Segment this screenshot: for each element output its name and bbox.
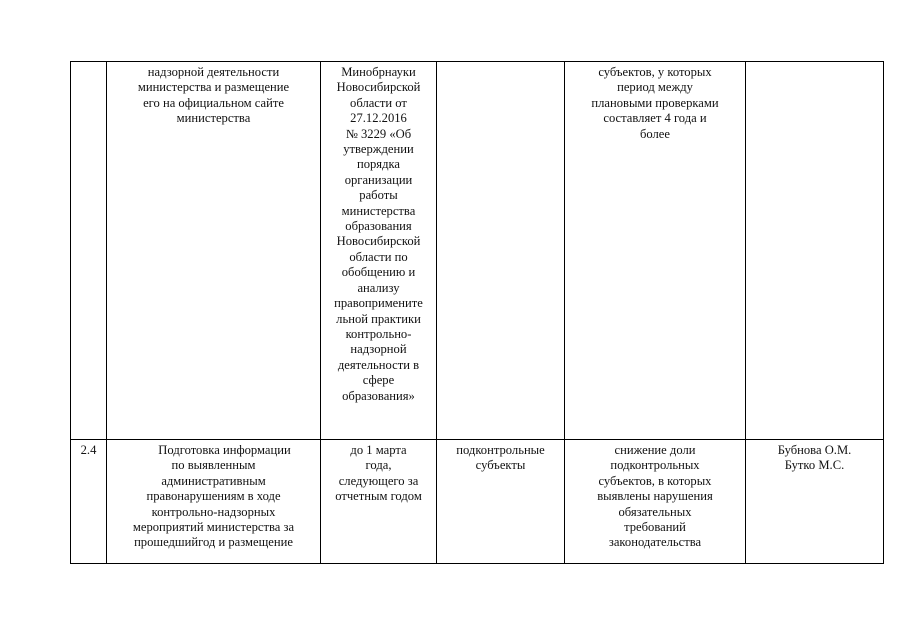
- result-text: субъектов, у которых период между плановыми проверками составляет 4 года и более: [591, 65, 719, 141]
- table-row: [71, 62, 884, 440]
- event-cell: [107, 62, 321, 440]
- responsible-cell: [746, 62, 884, 440]
- row-number: 2.4: [80, 443, 97, 457]
- term-cell: [321, 62, 437, 440]
- term-text: до 1 марта года, следующего за отчетным годом: [335, 443, 422, 504]
- result-cell: [565, 62, 746, 440]
- responsible-cell: [746, 440, 884, 564]
- plan-table: [70, 61, 884, 564]
- row-number-cell: [71, 62, 107, 440]
- executors-cell: [437, 440, 565, 564]
- responsible-text: Бубнова О.М. Бутко М.С.: [777, 443, 852, 473]
- executors-text: подконтрольные субъекты: [456, 443, 545, 473]
- result-text: снижение доли подконтрольных субъектов, в которых выявлены нарушения обязательных требований законодательства: [597, 443, 713, 550]
- term-text: Минобрнауки Новосибирской области от 27.12.2016 № 3229 «Об утверждении порядка организации работы министерства образования Новосибирской области по обобщению и анализу правопримените льной практики контрольно- надзорной деятельности в сфере образования»: [334, 65, 423, 403]
- table-row: [71, 440, 884, 564]
- result-cell: [565, 440, 746, 564]
- event-cell: [107, 440, 321, 564]
- term-cell: [321, 440, 437, 564]
- executors-cell: [437, 62, 565, 440]
- event-text: надзорной деятельности министерства и размещение его на официальном сайте министерства: [137, 65, 290, 126]
- event-text: Подготовка информации по выявленным административным правонарушениям в ходе контрольно-надзорных мероприятий министерства за прошедшийгод и размещение: [132, 443, 295, 550]
- row-number-cell: [71, 440, 107, 564]
